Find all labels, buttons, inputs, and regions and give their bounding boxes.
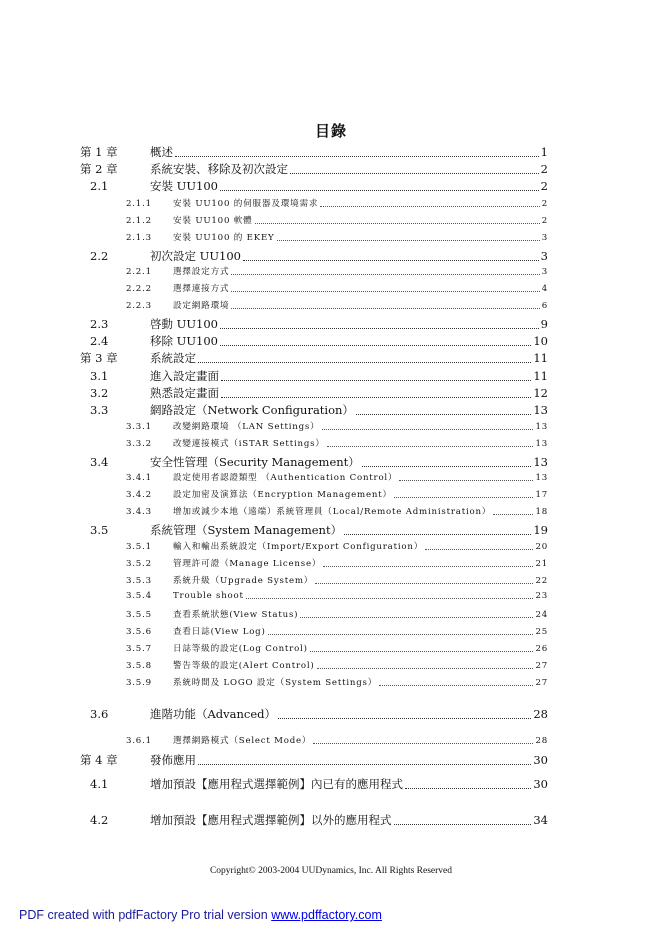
toc-entry-number: 2.1.3 [126, 233, 152, 243]
toc-entry-number: 3.3.1 [126, 422, 152, 432]
toc-entry-number: 3.3.2 [126, 439, 152, 449]
toc-leader-dots [220, 344, 531, 346]
toc-entry-title: 系統安裝、移除及初次設定 [150, 162, 288, 176]
toc-entry-page: 24 [535, 610, 548, 620]
toc-leader-dots [290, 172, 539, 174]
toc-entry[interactable] [126, 625, 548, 637]
toc-entry-number: 第 3 章 [80, 351, 118, 365]
toc-leader-dots [231, 307, 539, 309]
toc-entry-number: 3.5.3 [126, 576, 152, 586]
toc-entry-title: 概述 [150, 145, 173, 159]
toc-entry-number: 2.4 [90, 334, 109, 348]
toc-entry-number: 3.5.6 [126, 627, 152, 637]
pdf-notice-text: PDF created with pdfFactory Pro trial version [19, 908, 272, 922]
toc-entry-number: 第 4 章 [80, 753, 118, 767]
toc-entry-page: 22 [535, 576, 548, 586]
toc-leader-dots [231, 290, 539, 292]
toc-entry-page: 3 [540, 249, 548, 263]
toc-entry[interactable] [80, 316, 548, 332]
toc-entry-page: 27 [535, 661, 548, 671]
toc-entry-title: 發佈應用 [150, 753, 196, 767]
toc-entry[interactable] [80, 161, 548, 177]
toc-leader-dots [379, 684, 533, 686]
toc-entry-number: 2.2 [90, 249, 109, 263]
toc-leader-dots [362, 465, 532, 467]
toc-entry-title: 安裝 UU100 的 EKEY [173, 233, 275, 243]
toc-entry-page: 27 [535, 678, 548, 688]
toc-entry[interactable] [80, 706, 548, 722]
toc-entry-title: 安裝 UU100 [150, 179, 218, 193]
toc-entry-title: 選擇設定方式 [173, 267, 230, 277]
toc-entry-number: 2.3 [90, 317, 109, 331]
toc-entry-title: 設定加密及演算法（Encryption Management） [173, 490, 392, 500]
toc-entry[interactable] [126, 734, 548, 746]
toc-entry-number: 3.4.2 [126, 490, 152, 500]
toc-entry-number: 3.2 [90, 386, 109, 400]
toc-leader-dots [221, 396, 531, 398]
toc-entry[interactable] [80, 368, 548, 384]
toc-entry[interactable] [80, 402, 548, 418]
copyright-footer: Copyright© 2003-2004 UUDynamics, Inc. All Rights Reserved [209, 866, 453, 876]
toc-entry[interactable] [80, 454, 548, 470]
toc-entry-page: 26 [535, 644, 548, 654]
toc-entry-title: 輸入和輸出系統設定（Import/Export Configuration） [173, 542, 424, 552]
toc-entry[interactable] [126, 659, 548, 671]
toc-entry-number: 2.2.1 [126, 267, 152, 277]
toc-entry-title: 安全性管理（Security Management） [150, 455, 360, 469]
toc-entry-page: 21 [535, 559, 548, 569]
toc-entry-number: 3.1 [90, 369, 109, 383]
toc-entry-number: 3.4.3 [126, 507, 152, 517]
toc-entry[interactable] [80, 812, 548, 828]
toc-entry-page: 2 [541, 216, 548, 226]
toc-entry-title: 網路設定（Network Configuration） [150, 403, 354, 417]
toc-entry-title: 日誌等級的設定(Log Control) [173, 644, 308, 654]
toc-entry-title: 選擇連接方式 [173, 284, 230, 294]
toc-entry[interactable] [80, 350, 548, 366]
toc-entry-page: 13 [533, 403, 548, 417]
toc-entry[interactable] [126, 591, 548, 601]
toc-entry-number: 4.1 [90, 777, 109, 791]
toc-entry-number: 第 2 章 [80, 162, 118, 176]
toc-entry-title: 啓動 UU100 [150, 317, 218, 331]
toc-entry-number: 2.1.1 [126, 199, 152, 209]
toc-entry-title: 系統設定 [150, 351, 196, 365]
toc-entry-title: 系統時間及 LOGO 設定（System Settings） [173, 678, 378, 688]
toc-leader-dots [323, 565, 533, 567]
toc-leader-dots [310, 650, 534, 652]
toc-entry-title: 改變網路環境 （LAN Settings） [173, 422, 320, 432]
toc-entry-title: Trouble shoot [173, 591, 244, 601]
toc-entry[interactable] [126, 214, 548, 226]
toc-entry-title: 查看系統狀態(View Status) [173, 610, 299, 620]
toc-leader-dots [221, 379, 531, 381]
toc-entry-page: 2 [540, 179, 548, 193]
toc-entry-page: 13 [533, 455, 548, 469]
toc-entry-number: 3.5.4 [126, 591, 152, 601]
toc-leader-dots [278, 717, 531, 719]
toc-entry-page: 1 [540, 145, 548, 159]
toc-leader-dots [394, 823, 532, 825]
toc-entry-number: 3.5.9 [126, 678, 152, 688]
toc-entry[interactable] [126, 231, 548, 243]
toc-entry[interactable] [126, 197, 548, 209]
toc-entry-page: 3 [541, 267, 548, 277]
toc-leader-dots [220, 327, 539, 329]
toc-leader-dots [313, 742, 533, 744]
toc-entry-page: 11 [533, 369, 548, 383]
toc-entry[interactable] [80, 144, 548, 160]
toc-entry-number: 3.4.1 [126, 473, 152, 483]
toc-entry-title: 系統管理（System Management） [150, 523, 343, 537]
toc-leader-dots [300, 616, 533, 618]
toc-leader-dots [198, 763, 531, 765]
toc-leader-dots [356, 413, 531, 415]
toc-entry[interactable] [126, 608, 548, 620]
toc-entry-title: 查看日誌(View Log) [173, 627, 266, 637]
toc-entry-page: 28 [535, 736, 548, 746]
toc-entry-title: 增加預設【應用程式選擇範例】內已有的應用程式 [150, 777, 403, 791]
toc-entry[interactable] [126, 471, 548, 483]
toc-entry-title: 進入設定畫面 [150, 369, 219, 383]
toc-leader-dots [198, 361, 531, 363]
toc-leader-dots [175, 155, 539, 157]
toc-leader-dots [399, 479, 533, 481]
toc-entry[interactable] [80, 178, 548, 194]
toc-entry-title: 警告等級的設定(Alert Control) [173, 661, 315, 671]
toc-leader-dots [320, 205, 539, 207]
toc-entry-number: 2.2.3 [126, 301, 152, 311]
toc-leader-dots [327, 445, 534, 447]
toc-entry-page: 20 [535, 542, 548, 552]
toc-leader-dots [493, 513, 533, 515]
toc-leader-dots [394, 496, 534, 498]
toc-entry-page: 11 [533, 351, 548, 365]
toc-entry-title: 改變連接模式（iSTAR Settings） [173, 439, 325, 449]
toc-leader-dots [268, 633, 534, 635]
toc-entry-number: 第 1 章 [80, 145, 118, 159]
toc-leader-dots [344, 533, 531, 535]
toc-leader-dots [322, 428, 534, 430]
toc-entry[interactable] [126, 557, 548, 569]
toc-entry-page: 2 [540, 162, 548, 176]
toc-entry-page: 34 [533, 813, 548, 827]
toc-entry-number: 3.5.5 [126, 610, 152, 620]
toc-entry-page: 4 [541, 284, 548, 294]
toc-entry-page: 17 [535, 490, 548, 500]
toc-entry-page: 30 [533, 777, 548, 791]
toc-leader-dots [315, 582, 533, 584]
toc-entry[interactable] [126, 676, 548, 688]
toc-entry-number: 3.6.1 [126, 736, 152, 746]
toc-entry-page: 13 [535, 439, 548, 449]
toc-entry-title: 設定網路環境 [173, 301, 230, 311]
toc-leader-dots [231, 273, 539, 275]
toc-entry-page: 28 [533, 707, 548, 721]
toc-entry-title: 安裝 UU100 軟體 [173, 216, 253, 226]
toc-entry-number: 2.1 [90, 179, 109, 193]
toc-entry-number: 3.5.7 [126, 644, 152, 654]
toc-entry[interactable] [126, 437, 548, 449]
toc-entry[interactable] [80, 522, 548, 538]
toc-entry-number: 2.1.2 [126, 216, 152, 226]
toc-entry-page: 23 [535, 591, 548, 601]
toc-entry-title: 設定使用者認證類型 （Authentication Control） [173, 473, 398, 483]
toc-entry[interactable] [80, 248, 548, 264]
toc-entry-number: 3.3 [90, 403, 109, 417]
toc-entry-number: 3.5.1 [126, 542, 152, 552]
toc-entry[interactable] [126, 574, 548, 586]
toc-entry[interactable] [126, 265, 548, 277]
toc-entry-title: 進階功能（Advanced） [150, 707, 277, 721]
toc-entry-number: 3.4 [90, 455, 109, 469]
toc-entry-title: 增加預設【應用程式選擇範例】以外的應用程式 [150, 813, 392, 827]
toc-entry-title: 安裝 UU100 的伺服器及環境需求 [173, 199, 319, 209]
toc-entry-page: 3 [541, 233, 548, 243]
toc-entry-page: 13 [535, 473, 548, 483]
toc-entry-page: 6 [541, 301, 548, 311]
toc-entry-number: 3.5.8 [126, 661, 152, 671]
toc-entry-number: 3.5 [90, 523, 109, 537]
toc-entry[interactable] [126, 505, 548, 517]
toc-entry[interactable] [126, 488, 548, 500]
toc-entry-title: 移除 UU100 [150, 334, 218, 348]
toc-entry-number: 4.2 [90, 813, 109, 827]
toc-entry-title: 熟悉設定畫面 [150, 386, 219, 400]
toc-entry[interactable] [80, 776, 548, 792]
toc-entry-title: 初次設定 UU100 [150, 249, 241, 263]
toc-entry[interactable] [80, 333, 548, 349]
toc-entry-title: 管理許可證（Manage License） [173, 559, 322, 569]
toc-entry-page: 25 [535, 627, 548, 637]
toc-leader-dots [246, 597, 534, 599]
toc-leader-dots [255, 222, 540, 224]
toc-entry[interactable] [126, 540, 548, 552]
toc-leader-dots [405, 787, 531, 789]
toc-entry-page: 13 [535, 422, 548, 432]
toc-entry-number: 3.6 [90, 707, 109, 721]
toc-leader-dots [243, 259, 539, 261]
toc-entry[interactable] [126, 282, 548, 294]
toc-entry[interactable] [80, 752, 548, 768]
toc-entry-page: 9 [540, 317, 548, 331]
toc-leader-dots [220, 189, 539, 191]
toc-entry-page: 19 [533, 523, 548, 537]
pdf-trial-notice [19, 908, 382, 922]
toc-entry[interactable] [126, 420, 548, 432]
toc-entry-page: 30 [533, 753, 548, 767]
toc-entry[interactable] [126, 299, 548, 311]
toc-entry[interactable] [80, 385, 548, 401]
toc-entry-page: 18 [535, 507, 548, 517]
toc-entry-title: 增加或減少本地（遠端）系統管理員（Local/Remote Administration） [173, 507, 492, 517]
page-title: 目錄 [314, 122, 347, 140]
toc-entry-title: 系統升級（Upgrade System） [173, 576, 314, 586]
toc-entry[interactable] [126, 642, 548, 654]
toc-leader-dots [317, 667, 534, 669]
pdffactory-link[interactable]: www.pdffactory.com [271, 908, 382, 922]
toc-entry-title: 選擇網路模式（Select Mode） [173, 736, 312, 746]
toc-entry-page: 2 [541, 199, 548, 209]
toc-leader-dots [277, 239, 540, 241]
toc-entry-number: 3.5.2 [126, 559, 152, 569]
toc-leader-dots [425, 548, 533, 550]
toc-entry-number: 2.2.2 [126, 284, 152, 294]
toc-entry-page: 10 [533, 334, 548, 348]
toc-entry-page: 12 [533, 386, 548, 400]
